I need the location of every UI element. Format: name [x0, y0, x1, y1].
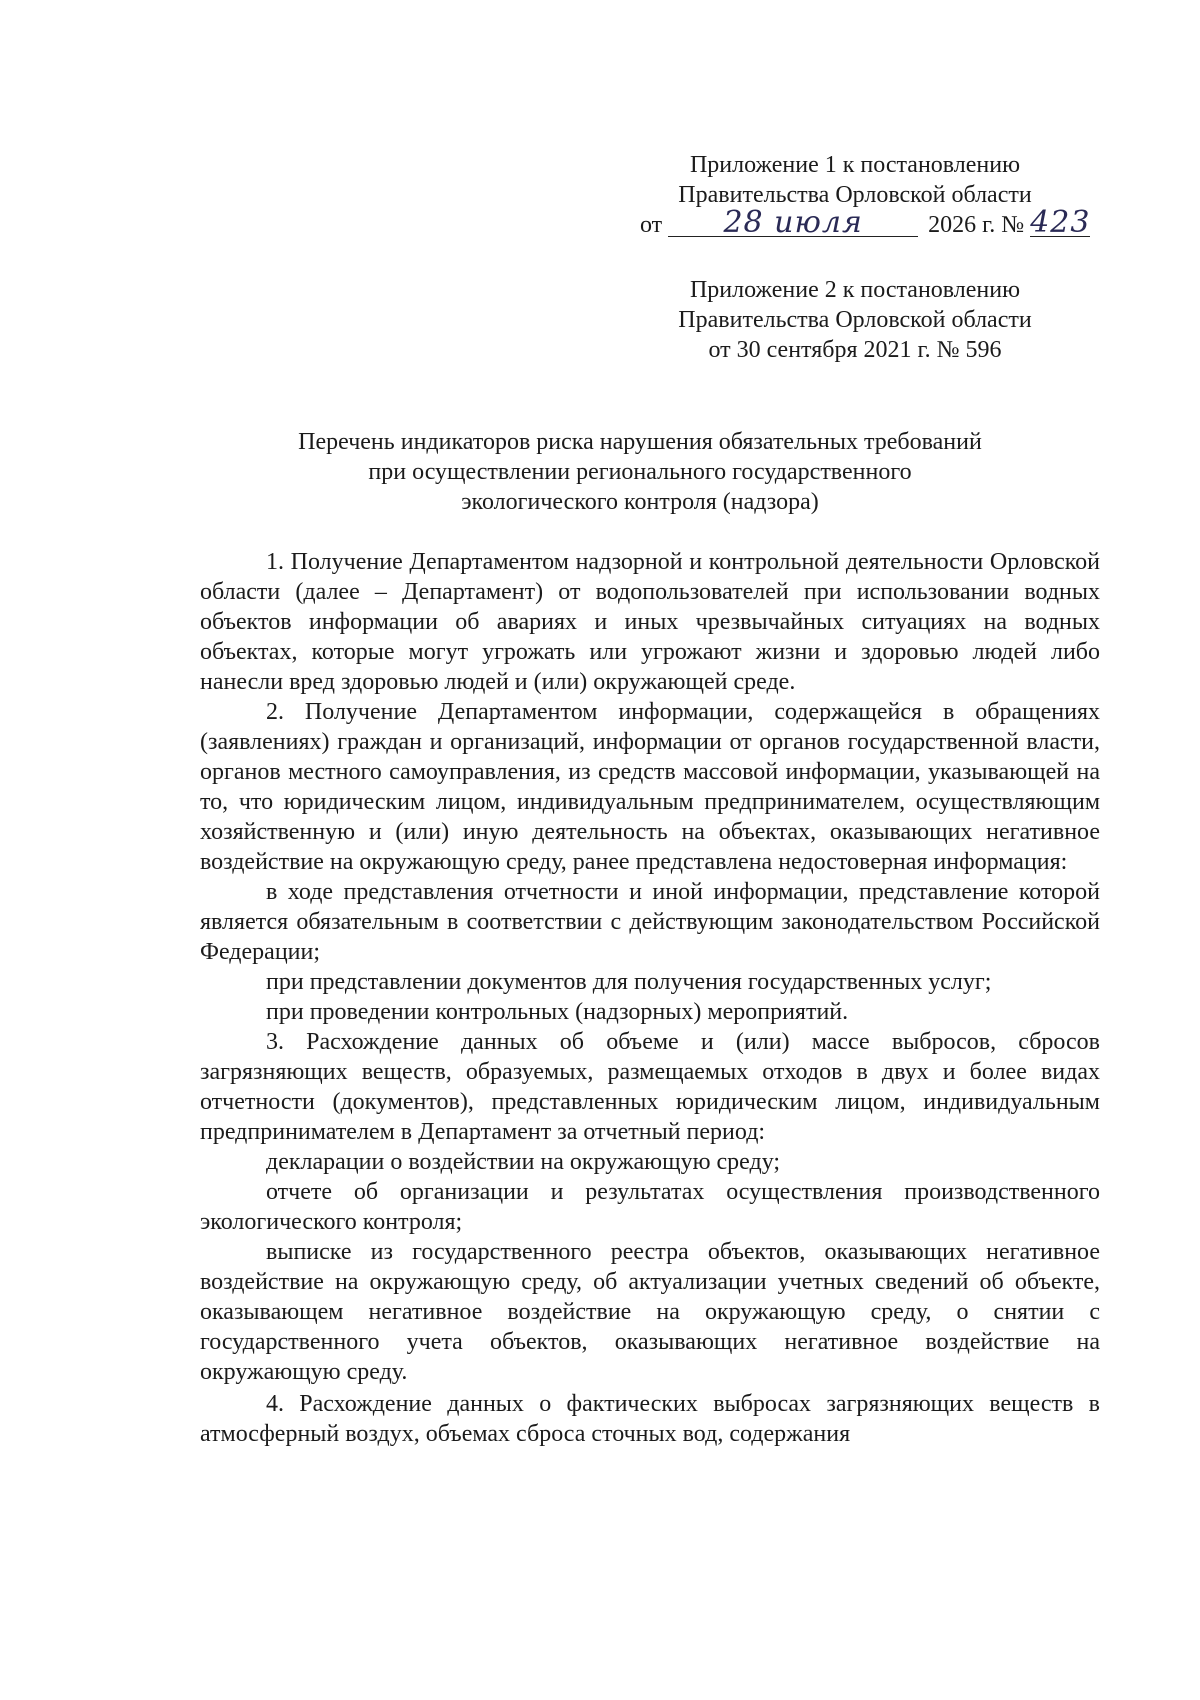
paragraph-3-item-1: декларации о воздействии на окружающую среду;: [266, 1149, 781, 1175]
paragraph-3-item-2: отчете об организации и результатах осуществления производственного экологического контроля;: [200, 1179, 1100, 1235]
paragraph-3: 3. Расхождение данных об объеме и (или) массе выбросов, сбросов загрязняющих веществ, образуемых, размещаемых отходов в двух и более видах отчетности (документов), представленных юридическим лицом, индивидуальным предпринимателем в Департамент за отчетный период:: [200, 1029, 1100, 1145]
paragraph-2: 2. Получение Департаментом информации, содержащейся в обращениях (заявлениях) граждан и организаций, информации от органов государственной власти, органов местного самоуправления, из средств массовой информации, указывающей на то, что юридическим лицом, индивидуальным предпринимателем, осуществляющим хозяйственную и (или) иную деятельность на объектах, оказывающих негативное воздействие на окружающую среду, ранее представлена недостоверная информация:: [200, 699, 1100, 875]
appendix-2-line3: от 30 сентября 2021 г. № 596: [708, 337, 1002, 363]
title-line2: при осуществлении регионального государственного: [368, 459, 912, 485]
appendix-1-line2: Правительства Орловской области: [678, 182, 1032, 208]
appendix-2-block: [640, 275, 1070, 365]
appendix-1-date-row: [640, 205, 1091, 240]
document-body: [200, 547, 1100, 1449]
appendix-1-line1: Приложение 1 к постановлению: [689, 152, 1021, 178]
handwritten-number: 423: [1030, 205, 1091, 240]
document-title: [200, 427, 1080, 517]
appendix-2-line2: Правительства Орловской области: [678, 307, 1032, 333]
date-prefix: от: [640, 212, 663, 238]
paragraph-2-item-1: в ходе представления отчетности и иной информации, представление которой является обязательным в соответствии с действующим законодательством Российской Федерации;: [200, 879, 1100, 965]
title-line3: экологического контроля (надзора): [461, 489, 819, 515]
paragraph-2-item-2: при представлении документов для получения государственных услуг;: [266, 969, 992, 995]
year-text: 2026 г. №: [928, 212, 1025, 238]
paragraph-1: 1. Получение Департаментом надзорной и контрольной деятельности Орловской области (далее – Департамент) от водопользователей при использовании водных объектов информации об авариях и иных чрезвычайных ситуациях на водных объектах, которые могут угрожать или угрожают жизни и здоровью людей либо нанесли вред здоровью людей и (или) окружающей среде.: [200, 549, 1100, 695]
paragraph-3-item-3: выписке из государственного реестра объектов, оказывающих негативное воздействие на окружающую среду, об актуализации учетных сведений об объекте, оказывающем негативное воздействие на окружающую среду, о снятии с государственного учета объектов, оказывающих негативное воздействие на окружающую среду.: [200, 1239, 1100, 1385]
handwritten-date: 28 июля: [668, 210, 918, 237]
appendix-2-line1: Приложение 2 к постановлению: [689, 277, 1021, 303]
title-line1: Перечень индикаторов риска нарушения обязательных требований: [298, 429, 982, 455]
paragraph-2-item-3: при проведении контрольных (надзорных) мероприятий.: [266, 999, 849, 1025]
appendix-1-block: [640, 150, 1091, 240]
paragraph-4: 4. Расхождение данных о фактических выбросах загрязняющих веществ в атмосферный воздух, объемах сброса сточных вод, содержания: [200, 1391, 1100, 1447]
